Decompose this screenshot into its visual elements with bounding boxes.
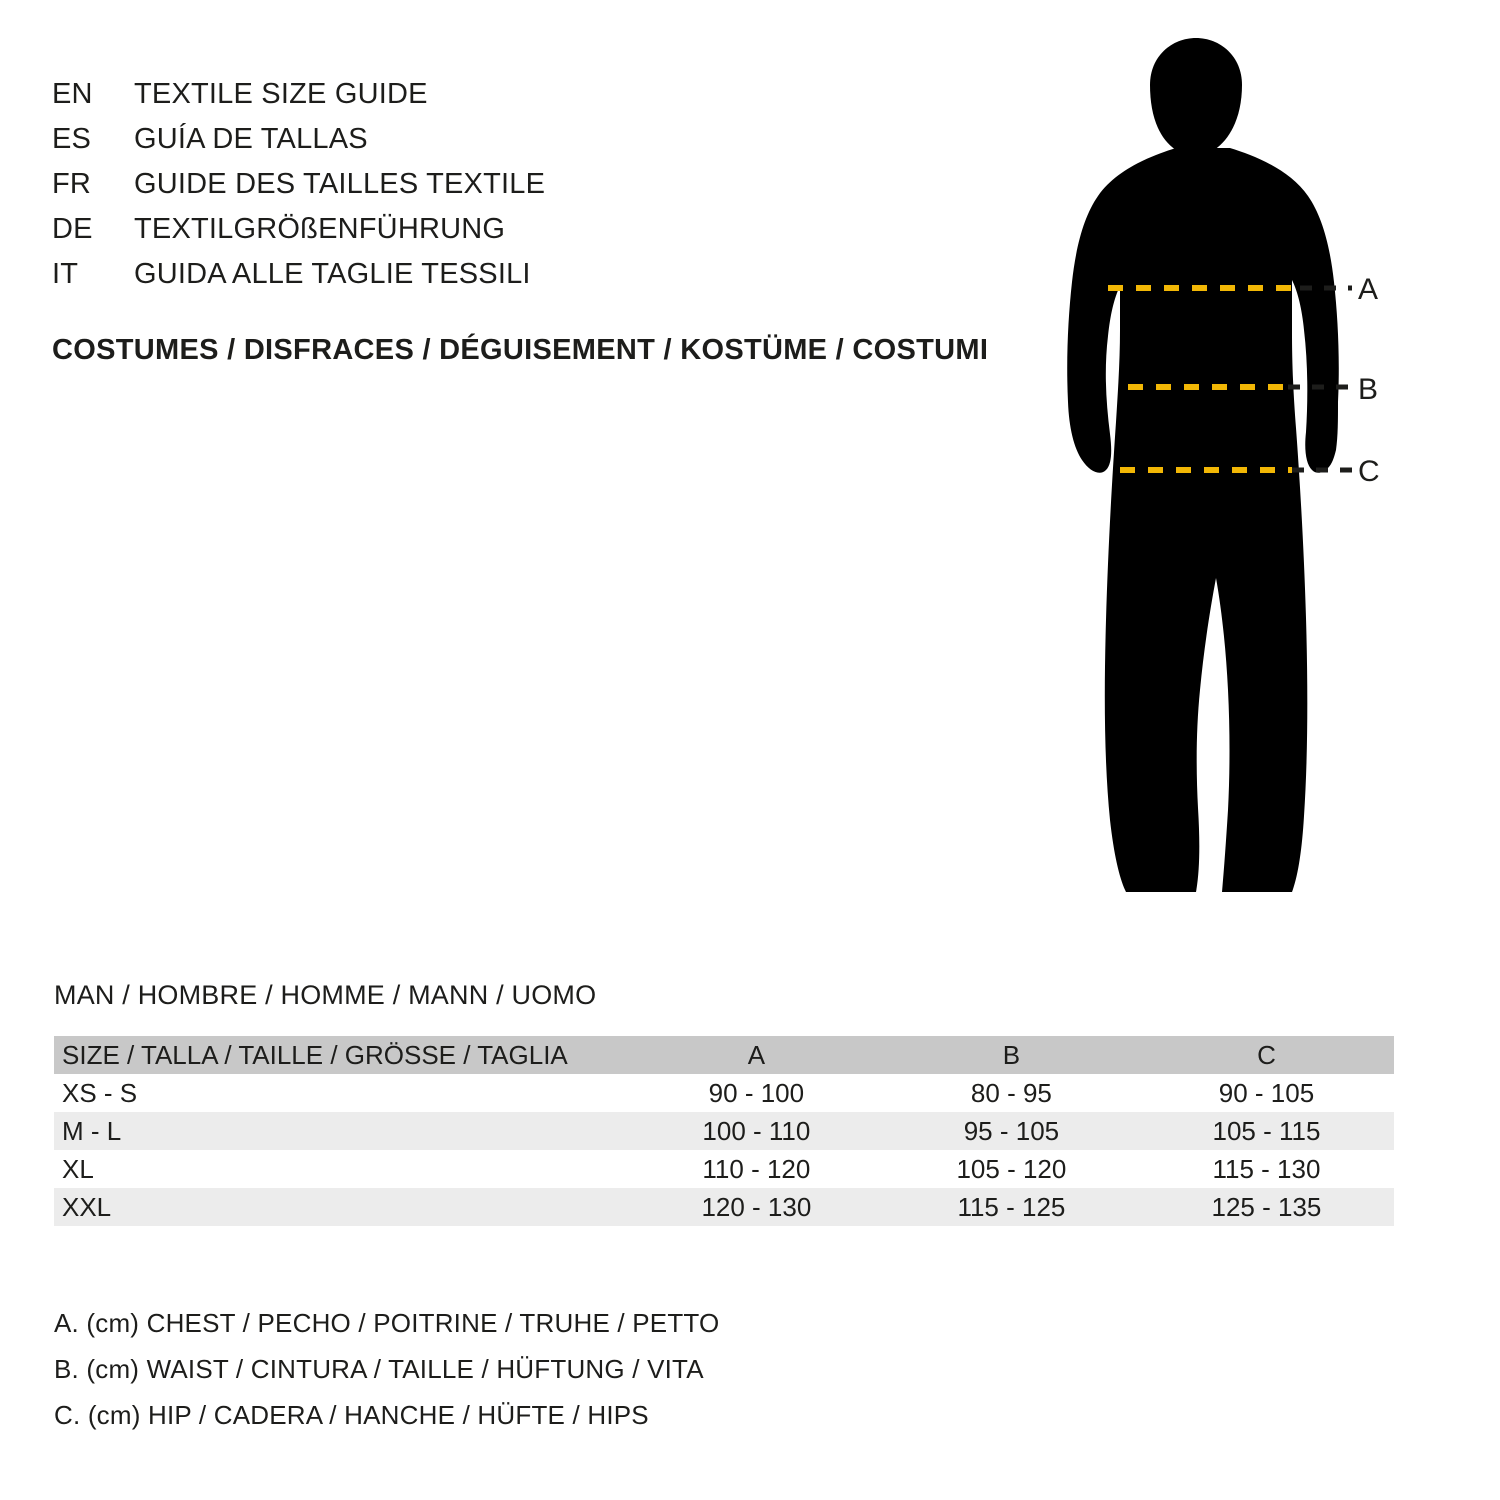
table-row [54,1112,1394,1150]
language-row-en [52,72,672,117]
cell-a: 120 - 130 [701,1191,812,1222]
cell-size: M - L [62,1115,122,1146]
language-code-fr: FR [52,168,92,200]
language-row-es [52,117,672,162]
table-row [54,1150,1394,1188]
size-table [54,1036,1394,1226]
cell-b: 105 - 120 [956,1153,1067,1184]
cell-b: 80 - 95 [970,1077,1052,1108]
table-row [54,1074,1394,1112]
cell-size: XXL [62,1191,112,1222]
measurement-legend [54,1300,954,1438]
language-code-en: EN [52,78,93,110]
cell-b: 95 - 105 [963,1115,1060,1146]
column-header-size: SIZE / TALLA / TAILLE / GRÖSSE / TAGLIA [62,1039,568,1070]
column-header-a: A [747,1039,766,1070]
cell-size: XL [62,1153,94,1184]
language-code-de: DE [52,213,93,245]
cell-a: 110 - 120 [702,1153,811,1184]
language-code-it: IT [52,258,79,290]
table-caption: MAN / HOMBRE / HOMME / MANN / UOMO [54,980,597,1010]
column-header-c: C [1257,1039,1276,1070]
language-row-de [52,207,672,252]
table-row [54,1188,1394,1226]
cell-b: 115 - 125 [957,1191,1066,1222]
cell-c: 125 - 135 [1211,1191,1322,1222]
language-text-es: GUÍA DE TALLAS [134,123,368,155]
language-text-en: TEXTILE SIZE GUIDE [134,78,428,110]
language-row-it [52,252,672,297]
language-row-fr [52,162,672,207]
body-figure [1000,30,1460,930]
table-header [54,1036,1394,1074]
legend-row-a: A. (cm) CHEST / PECHO / POITRINE / TRUHE / PETTO [54,1308,720,1338]
cell-a: 90 - 100 [708,1077,805,1108]
cell-a: 100 - 110 [702,1115,811,1146]
cell-size: XS - S [62,1077,138,1108]
cell-c: 90 - 105 [1218,1077,1315,1108]
language-text-fr: GUIDE DES TAILLES TEXTILE [134,168,546,200]
language-list [52,72,672,297]
column-header-b: B [1002,1039,1021,1070]
body-silhouette-icon [1000,30,1460,930]
language-text-it: GUIDA ALLE TAGLIE TESSILI [134,258,531,290]
marker-label-a: A [1358,273,1379,306]
legend-row-b: B. (cm) WAIST / CINTURA / TAILLE / HÜFTUNG / VITA [54,1354,704,1384]
language-text-de: TEXTILGRÖßENFÜHRUNG [134,213,506,245]
marker-label-b: B [1358,373,1379,406]
costume-title: COSTUMES / DISFRACES / DÉGUISEMENT / KOSTÜME / COSTUMI [52,334,989,366]
table-header-row [54,1036,1394,1074]
language-code-es: ES [52,123,92,155]
marker-label-c: C [1358,455,1380,488]
cell-c: 105 - 115 [1212,1115,1321,1146]
cell-c: 115 - 130 [1212,1153,1321,1184]
table-body [54,1074,1394,1226]
legend-row-c: C. (cm) HIP / CADERA / HANCHE / HÜFTE / HIPS [54,1400,649,1430]
